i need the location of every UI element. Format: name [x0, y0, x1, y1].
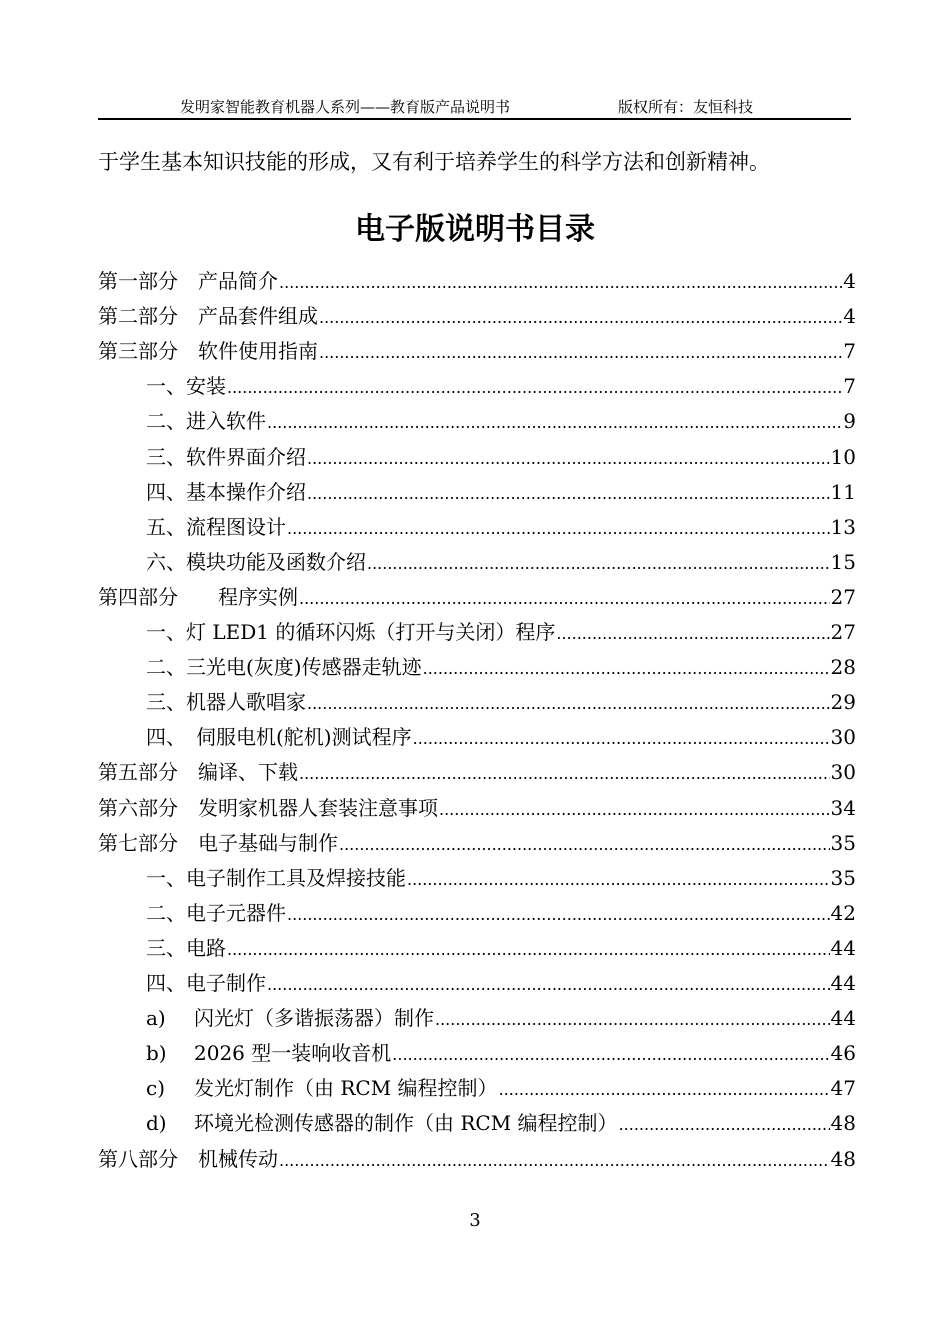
- toc-leader-dots: [423, 651, 830, 686]
- toc-entry[interactable]: [146, 404, 856, 439]
- toc-entry-page: 7: [843, 374, 856, 399]
- toc-entry-number: 第二部分: [98, 304, 198, 329]
- toc-entry[interactable]: [146, 545, 856, 580]
- toc-entry-page: 9: [843, 409, 856, 434]
- toc-entry-label: [146, 650, 422, 685]
- toc-entry-label: [98, 1142, 278, 1177]
- toc-entry-page: 44: [830, 935, 856, 960]
- toc-entry-text: 发明家机器人套装注意事项: [198, 795, 438, 820]
- toc-entry-number: 第六部分: [98, 795, 198, 820]
- toc-leader-dots: [307, 441, 830, 476]
- toc-leader-dots: [279, 265, 842, 300]
- toc-leader-dots: [407, 862, 830, 897]
- toc-leader-dots: [299, 581, 830, 616]
- toc-entry[interactable]: [98, 299, 856, 334]
- toc-entry-number: 第五部分: [98, 760, 198, 785]
- toc-entry[interactable]: [146, 1106, 856, 1141]
- toc-leader-dots: [367, 546, 830, 581]
- toc-entry-text: 程序实例: [218, 584, 298, 609]
- toc-entry-label: [146, 1071, 498, 1106]
- toc-entry-text: 机械传动: [198, 1146, 278, 1171]
- toc-entry-page: 42: [830, 900, 856, 925]
- toc-entry-label: [146, 1001, 434, 1036]
- toc-entry[interactable]: [146, 861, 856, 896]
- toc-entry-text: 一、安装: [146, 374, 226, 399]
- toc-entry-label: [146, 861, 406, 896]
- toc-entry[interactable]: [146, 685, 856, 720]
- toc-leader-dots: [556, 616, 829, 651]
- page-header: [98, 96, 851, 120]
- toc-entry-text: 二、电子元器件: [146, 900, 286, 925]
- toc-entry-text: 一、灯 LED1 的循环闪烁（打开与关闭）程序: [146, 620, 556, 644]
- toc-entry-label: [146, 510, 286, 545]
- toc-entry[interactable]: [146, 510, 856, 545]
- toc-leader-dots: [267, 967, 830, 1002]
- toc-entry[interactable]: [98, 791, 856, 826]
- toc-entry-number: 第八部分: [98, 1146, 198, 1171]
- toc-entry-page: 47: [830, 1076, 856, 1101]
- toc-entry-text: 环境光检测传感器的制作（由 RCM 编程控制）: [194, 1111, 618, 1136]
- toc-entry[interactable]: [146, 720, 856, 755]
- toc-entry-label: [146, 475, 306, 510]
- toc-entry-page: 35: [830, 830, 856, 855]
- toc-entry[interactable]: [146, 615, 856, 650]
- toc-entry[interactable]: [146, 896, 856, 931]
- toc-leader-dots: [227, 370, 842, 405]
- toc-entry-label: [146, 1106, 618, 1141]
- toc-leader-dots: [339, 827, 830, 862]
- header-title: 发明家智能教育机器人系列——教育版产品说明书: [180, 98, 511, 116]
- toc-entry-number: 第四部分: [98, 584, 218, 609]
- toc-entry-page: 11: [830, 479, 856, 504]
- toc-entry-text: 三、机器人歌唱家: [146, 690, 306, 715]
- toc-entry-page: 35: [830, 865, 856, 890]
- toc-entry-number: a): [146, 1006, 166, 1031]
- toc-leader-dots: [619, 1107, 830, 1142]
- toc-entry-page: 13: [830, 514, 856, 539]
- toc-entry-page: 34: [830, 795, 856, 820]
- toc-leader-dots: [287, 897, 830, 932]
- toc-title: 电子版说明书目录: [355, 212, 595, 247]
- toc-entry-text: 电子基础与制作: [198, 830, 338, 855]
- toc-entry-label: [146, 369, 226, 404]
- toc-leader-dots: [413, 721, 830, 756]
- toc-entry-label: [98, 826, 338, 861]
- toc-entry-text: 一、电子制作工具及焊接技能: [146, 865, 406, 890]
- toc-entry-number: d): [146, 1111, 167, 1136]
- toc-entry-page: 44: [830, 971, 856, 995]
- toc-entry-page: 46: [830, 1041, 856, 1066]
- toc-entry-page: 10: [830, 444, 856, 469]
- toc-leader-dots: [439, 792, 830, 827]
- toc-entry-page: 27: [830, 620, 856, 644]
- toc-entry-page: 30: [830, 725, 856, 750]
- toc-leader-dots: [287, 511, 830, 546]
- toc-leader-dots: [227, 932, 830, 967]
- toc-entry-label: [146, 966, 266, 1001]
- toc-leader-dots: [319, 300, 842, 335]
- toc-entry[interactable]: [146, 650, 856, 685]
- toc-entry-label: [146, 440, 306, 475]
- header-copyright: 版权所有：友恒科技: [618, 98, 754, 116]
- toc-entry-label: [98, 299, 318, 334]
- toc-entry-text: 产品简介: [198, 269, 278, 293]
- toc-entry-label: [146, 615, 555, 650]
- toc-entry-text: 四、基本操作介绍: [146, 479, 306, 504]
- toc-entry-text: 二、进入软件: [146, 409, 266, 434]
- toc-entry[interactable]: [146, 966, 856, 1001]
- toc-entry-page: 29: [830, 690, 856, 715]
- toc-entry[interactable]: [146, 440, 856, 475]
- toc-entry[interactable]: [146, 1071, 856, 1106]
- toc-entry-text: 产品套件组成: [198, 304, 318, 329]
- toc-entry-label: [146, 931, 226, 966]
- toc-entry-text: 闪光灯（多谐振荡器）制作: [194, 1006, 434, 1031]
- toc-leader-dots: [307, 476, 830, 511]
- toc-leader-dots: [267, 405, 842, 440]
- toc-entry-label: [98, 755, 298, 790]
- toc-entry-text: 四、 伺服电机(舵机)测试程序: [146, 725, 412, 750]
- toc-entry[interactable]: [98, 826, 856, 861]
- toc-leader-dots: [499, 1072, 830, 1107]
- toc-entry[interactable]: [146, 931, 856, 966]
- toc-entry[interactable]: [98, 1142, 856, 1177]
- toc-entry-label: [146, 720, 412, 755]
- toc-entry-number: c): [146, 1076, 166, 1101]
- toc-entry-label: [146, 404, 266, 439]
- toc-entry-text: 软件使用指南: [198, 339, 318, 364]
- toc-entry-text: 三、电路: [146, 935, 226, 960]
- toc-entry-page: 4: [843, 304, 856, 329]
- toc-entry-page: 48: [830, 1111, 856, 1136]
- toc-entry[interactable]: [146, 369, 856, 404]
- toc-entry-page: 7: [843, 339, 856, 364]
- toc-entry-label: [98, 334, 318, 369]
- toc-entry-label: [98, 264, 278, 299]
- toc-entry-label: [146, 545, 366, 580]
- page-number: 3: [469, 1210, 481, 1231]
- toc-entry-page: 27: [830, 584, 856, 609]
- toc-entry-label: [146, 685, 306, 720]
- toc-leader-dots: [279, 1143, 830, 1178]
- toc-entry-text: 发光灯制作（由 RCM 编程控制）: [194, 1076, 498, 1101]
- toc-leader-dots: [307, 686, 830, 721]
- toc-leader-dots: [319, 335, 842, 370]
- toc-entry-number: b): [146, 1041, 167, 1066]
- toc-entry-page: 30: [830, 760, 856, 785]
- toc-entry[interactable]: [146, 475, 856, 510]
- toc-entry-text: 2026 型一装响收音机: [194, 1041, 392, 1066]
- toc-entry-number: 第三部分: [98, 339, 198, 364]
- toc-entry-number: 第一部分: [98, 269, 198, 293]
- toc-entry[interactable]: [146, 1001, 856, 1036]
- toc-leader-dots: [299, 756, 830, 791]
- toc-entry[interactable]: [98, 580, 856, 615]
- toc-entry[interactable]: [146, 1036, 856, 1071]
- toc-entry-text: 编译、下载: [198, 760, 298, 785]
- intro-paragraph: 于学生基本知识技能的形成，又有利于培养学生的科学方法和创新精神。: [98, 150, 770, 174]
- toc-entry-page: 15: [830, 549, 856, 574]
- toc-entry[interactable]: [98, 755, 856, 790]
- toc-entry-text: 三、软件界面介绍: [146, 444, 306, 469]
- toc-entry-page: 4: [843, 269, 856, 293]
- toc-leader-dots: [435, 1002, 830, 1037]
- toc-entry-label: [146, 1036, 391, 1071]
- toc-entry-number: 第七部分: [98, 830, 198, 855]
- toc-entry[interactable]: [98, 264, 856, 299]
- toc-entry-page: 44: [830, 1006, 856, 1031]
- toc-entry-text: 五、流程图设计: [146, 514, 286, 539]
- toc-entry[interactable]: [98, 334, 856, 369]
- toc-entry-label: [98, 580, 298, 615]
- toc-entry-page: 28: [830, 655, 856, 680]
- toc-entry-page: 48: [830, 1146, 856, 1171]
- toc-entry-label: [146, 896, 286, 931]
- toc-entry-text: 四、电子制作: [146, 971, 266, 995]
- toc-entry-text: 二、三光电(灰度)传感器走轨迹: [146, 655, 422, 680]
- toc-leader-dots: [392, 1037, 829, 1072]
- toc-entry-text: 六、模块功能及函数介绍: [146, 549, 366, 574]
- toc-entry-label: [98, 791, 438, 826]
